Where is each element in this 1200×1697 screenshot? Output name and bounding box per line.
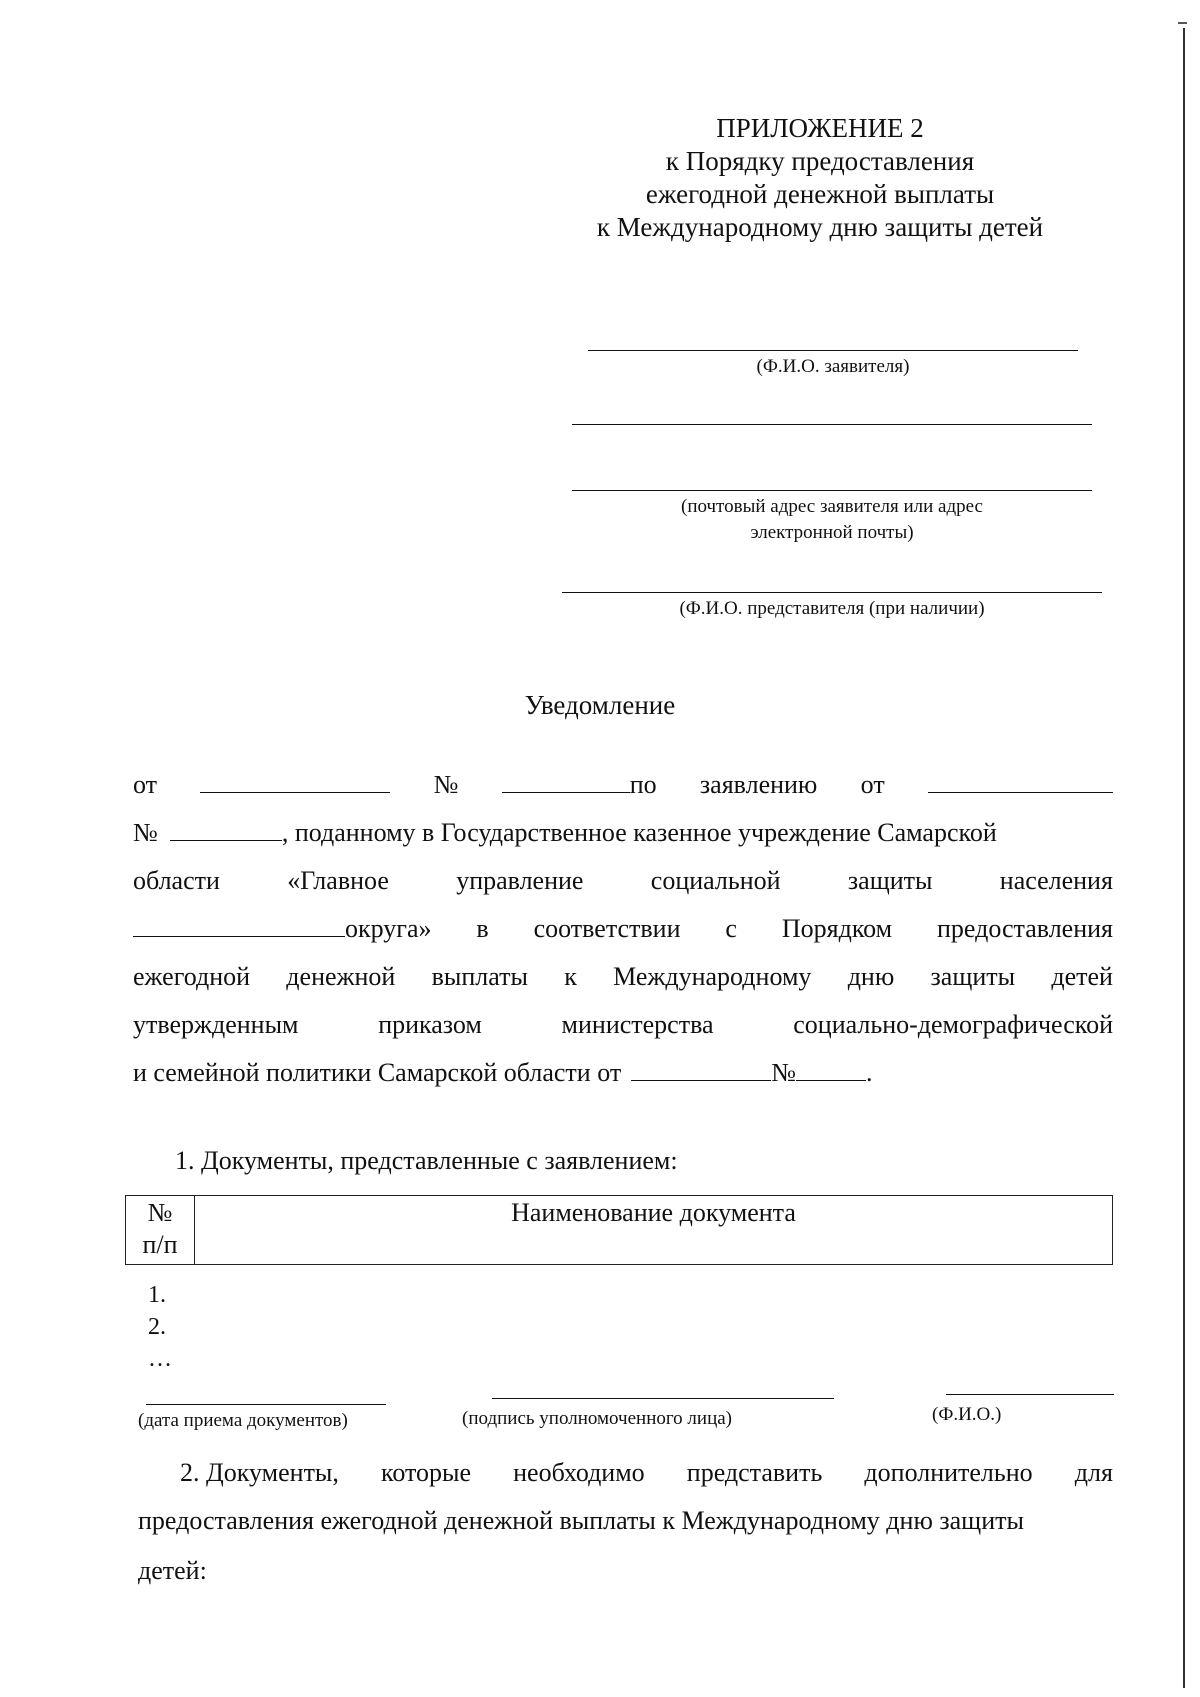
word: Порядком <box>781 914 893 943</box>
notice-date-blank[interactable] <box>200 772 390 793</box>
word: социальной <box>650 866 781 895</box>
appendix-subtitle-1: к Порядку предоставления <box>665 146 975 176</box>
notice-line-7-text: и семейной политики Самарской области от <box>133 1058 622 1087</box>
word: защиты <box>847 866 933 895</box>
district-blank[interactable] <box>133 916 345 937</box>
word-application: заявлению <box>699 770 818 799</box>
word: в <box>476 914 489 943</box>
word-number-3: № <box>771 1058 797 1087</box>
appendix-title: ПРИЛОЖЕНИЕ 2 <box>716 113 924 143</box>
section-2-line-3: детей: <box>138 1556 207 1585</box>
word: предоставления <box>937 914 1113 943</box>
representative-fio-line[interactable] <box>562 592 1102 593</box>
notice-title: Уведомление <box>524 690 676 720</box>
word: денежной <box>286 962 396 991</box>
word: дополнительно <box>864 1458 1033 1487</box>
table-header-number <box>126 1196 195 1265</box>
word: области <box>133 866 220 895</box>
applicant-fio-line[interactable] <box>588 350 1078 351</box>
table-row-2-number: 2. <box>148 1314 166 1340</box>
word-number-2: № <box>133 818 158 847</box>
application-number-blank[interactable] <box>170 820 282 841</box>
word-by: по <box>629 770 657 799</box>
word: для <box>1074 1458 1113 1487</box>
documents-table <box>125 1195 1113 1265</box>
date-signature-line[interactable] <box>146 1404 386 1405</box>
address-line-1[interactable] <box>572 424 1092 425</box>
appendix-subtitle-3: к Международному дню защиты детей <box>596 212 1044 242</box>
word: Международному <box>613 962 812 991</box>
section-1-heading: 1. Документы, представленные с заявлением: <box>175 1146 678 1175</box>
word: дню <box>847 962 895 991</box>
address-caption-line-2: электронной почты) <box>750 522 914 543</box>
number-sign: № <box>147 1198 173 1227</box>
signature-line[interactable] <box>492 1398 834 1399</box>
section-2-line-1 <box>180 1458 1113 1488</box>
notice-line-7 <box>133 1058 1113 1088</box>
table-header-row <box>126 1196 1113 1265</box>
word: выплаты <box>431 962 528 991</box>
word: соответствии <box>533 914 681 943</box>
table-row-ellipsis: … <box>148 1346 172 1372</box>
applicant-fio-caption: (Ф.И.О. заявителя) <box>756 356 910 377</box>
period: . <box>866 1058 873 1087</box>
word: населения <box>999 866 1113 895</box>
word: представить <box>686 1458 823 1487</box>
appendix-header <box>560 112 1080 244</box>
page-edge-line <box>1183 28 1185 1688</box>
appendix-subtitle-2: ежегодной денежной выплаты <box>645 179 995 209</box>
date-caption: (дата приема документов) <box>138 1410 348 1431</box>
application-date-blank[interactable] <box>928 772 1113 793</box>
word: с <box>725 914 737 943</box>
word: «Главное <box>287 866 389 895</box>
table-header-document-name: Наименование документа <box>195 1196 1113 1265</box>
word: утвержденным <box>133 1010 299 1039</box>
order-number-blank[interactable] <box>796 1060 866 1081</box>
word: управление <box>456 866 584 895</box>
word-number: № <box>433 770 459 799</box>
word: детей <box>1051 962 1113 991</box>
notice-line-1 <box>133 770 1113 800</box>
section-2-line-2: предоставления ежегодной денежной выплаты к Международному дню защиты <box>138 1506 1024 1535</box>
word: необходимо <box>513 1458 645 1487</box>
address-caption <box>572 494 1092 546</box>
notice-line-4 <box>133 914 1113 944</box>
word: 2. Документы, <box>180 1458 339 1487</box>
signature-caption: (подпись уполномоченного лица) <box>462 1408 733 1429</box>
address-line-2[interactable] <box>572 490 1092 491</box>
notice-line-3 <box>133 866 1113 896</box>
row-order-label: п/п <box>142 1230 178 1259</box>
notice-line-2-text: , поданному в Государственное казенное учреждение Самарской <box>281 818 997 847</box>
notice-line-5 <box>133 962 1113 992</box>
word-from-2: от <box>860 770 885 799</box>
word: приказом <box>378 1010 482 1039</box>
address-caption-line-1: (почтовый адрес заявителя или адрес <box>681 496 983 517</box>
order-date-blank[interactable] <box>631 1060 771 1081</box>
word: округа» <box>345 914 432 943</box>
word: социально-демографической <box>793 1010 1113 1039</box>
word: защиты <box>930 962 1016 991</box>
fio-caption: (Ф.И.О.) <box>932 1404 1002 1425</box>
word: министерства <box>561 1010 714 1039</box>
notice-line-2 <box>133 818 1113 848</box>
representative-caption: (Ф.И.О. представителя (при наличии) <box>679 598 985 619</box>
notice-line-6 <box>133 1010 1113 1040</box>
word: которые <box>381 1458 472 1487</box>
table-row-1-number: 1. <box>148 1282 166 1308</box>
fio-signature-line[interactable] <box>946 1394 1114 1395</box>
word: ежегодной <box>133 962 251 991</box>
word-from: от <box>133 770 158 799</box>
word: к <box>564 962 577 991</box>
notice-number-blank[interactable] <box>502 772 630 793</box>
